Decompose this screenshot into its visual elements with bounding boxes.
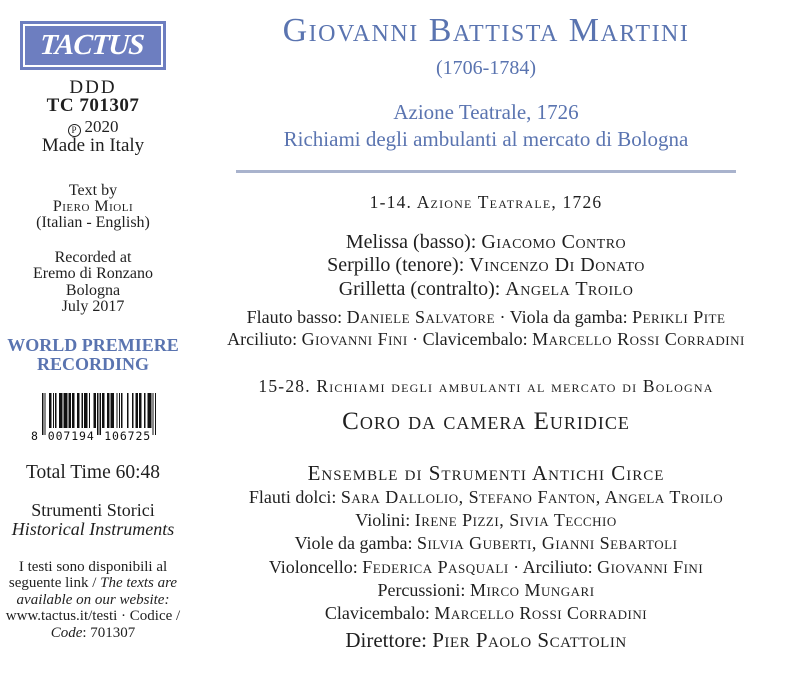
barcode <box>28 393 158 443</box>
phonogram-line <box>0 117 186 137</box>
instruments-note <box>0 501 186 538</box>
text-author: Piero Mioli <box>52 197 134 215</box>
note-line-4: www.tactus.it/testi · Codice / <box>5 608 181 625</box>
note-line-3: available on our website: <box>16 591 170 608</box>
svg-text:106725: 106725 <box>104 429 151 443</box>
cast-row: Melissa (basso): Giacomo Contro <box>345 231 627 253</box>
sidebar-column <box>0 0 186 684</box>
recorded-city: Bologna <box>65 281 121 299</box>
continuo-row: Flauto basso: Daniele Salvatore · Viola da gamba: Perikli Pite <box>246 307 726 327</box>
tracks-15-28-heading: 15-28. Richiami degli ambulanti al mercato di Bologna <box>258 376 714 396</box>
member-row: Flauti dolci: Sara Dallolio, Stefano Fanton, Angela Troilo <box>248 487 724 507</box>
total-time: Total Time 60:48 <box>25 462 161 483</box>
barcode-area <box>0 393 186 448</box>
member-row: Clavicembalo: Marcello Rossi Corradini <box>324 603 648 624</box>
recorded-venue: Eremo di Ronzano <box>33 265 153 283</box>
text-languages: (Italian - English) <box>36 213 150 231</box>
recorded-date: July 2017 <box>61 298 125 316</box>
tracks-1-14-heading: 1-14. Azione Teatrale, 1726 <box>369 192 603 212</box>
texts-link-note <box>0 559 206 641</box>
member-row: Violini: Irene Pizzi, Sivia Tecchio <box>355 510 617 531</box>
recorded-at-line: Recorded at <box>54 249 132 266</box>
member-row: Percussioni: Mirco Mungari <box>377 579 595 600</box>
player-name: Daniele Salvatore <box>346 307 496 327</box>
cast-list <box>194 231 778 301</box>
note-line-2: seguente link / The texts are <box>8 575 178 592</box>
cast-row: Grilletta (contralto): Angela Troilo <box>338 277 634 300</box>
player-name: Sara Dallolio, Stefano Fanton, Angela Troilo <box>340 487 724 507</box>
text-by-block <box>0 183 186 230</box>
player-name: Marcello Rossi Corradini <box>434 603 648 624</box>
player-name: Giovanni Fini <box>597 556 704 577</box>
tactus-logo <box>20 21 166 70</box>
cast-row: Serpillo (tenore): Vincenzo Di Donato <box>327 254 645 277</box>
catalog-number: TC 701307 <box>46 95 140 116</box>
divider-line <box>236 170 736 173</box>
continuo-list <box>194 307 778 350</box>
composer-dates: (1706-1784) <box>436 57 536 79</box>
world-premiere-line2: RECORDING <box>36 353 149 374</box>
player-name: Giovanni Fini <box>301 328 408 349</box>
director-name: Pier Paolo Scattolin <box>432 628 627 652</box>
director-line: Direttore: Pier Paolo Scattolin <box>345 628 627 652</box>
made-in-italy: Made in Italy <box>41 135 145 156</box>
singer-name: Angela Troilo <box>505 277 634 300</box>
ddd-label: DDD <box>69 77 117 98</box>
text-by-line: Text by <box>68 182 118 199</box>
tactus-logo-frame <box>23 24 163 67</box>
singer-name: Vincenzo Di Donato <box>469 254 645 277</box>
svg-text:8: 8 <box>31 429 38 443</box>
player-name: Federica Pasquali <box>362 556 509 577</box>
member-row: Violoncello: Federica Pasquali · Arciliuto: Giovanni Fini <box>268 556 704 577</box>
ensemble-members <box>194 486 778 625</box>
player-name: Mirco Mungari <box>469 579 595 600</box>
note-line-5: Code: 701307 <box>50 624 136 641</box>
instruments-english: Historical Instruments <box>11 518 175 539</box>
player-name: Perikli Pite <box>632 307 726 327</box>
work-title-2: Richiami degli ambulanti al mercato di Bologna <box>283 127 689 151</box>
player-name: Irene Pizzi, Sivia Tecchio <box>414 510 617 531</box>
continuo-row: Arciliuto: Giovanni Fini · Clavicembalo: Marcello Rossi Corradini <box>227 328 745 349</box>
instruments-italian: Strumenti Storici <box>31 500 155 520</box>
composer-name: Giovanni Battista Martini <box>282 12 690 49</box>
world-premiere-badge <box>0 336 186 373</box>
recorded-block <box>0 250 186 316</box>
member-row: Viole da gamba: Silvia Guberti, Gianni Sebartoli <box>294 533 678 554</box>
player-name: Marcello Rossi Corradini <box>532 328 745 349</box>
phonogram-year: 2020 <box>84 117 119 136</box>
work-title-1: Azione Teatrale, 1726 <box>393 100 579 124</box>
tactus-logo-text: TACTUS <box>38 29 145 61</box>
singer-name: Giacomo Contro <box>481 231 627 253</box>
choir-name: Coro da camera Euridice <box>342 408 630 435</box>
note-line-1: I testi sono disponibili al <box>18 559 168 575</box>
world-premiere-line1: WORLD PREMIERE <box>7 335 179 355</box>
player-name: Silvia Guberti, Gianni Sebartoli <box>416 533 678 554</box>
main-column <box>194 0 778 684</box>
svg-text:007194: 007194 <box>47 429 94 443</box>
ensemble-name: Ensemble di Strumenti Antichi Circe <box>307 461 665 485</box>
phonogram-icon: P <box>68 124 81 137</box>
